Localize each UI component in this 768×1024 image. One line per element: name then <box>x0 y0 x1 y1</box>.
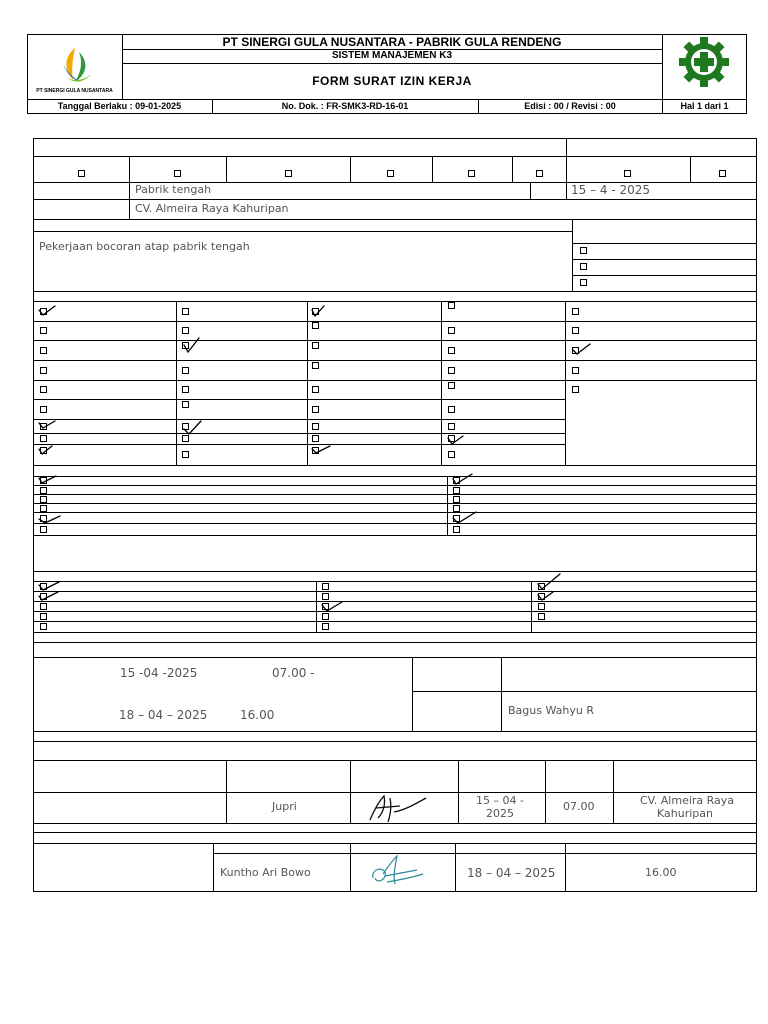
end-date-value: 18 – 04 – 2025 <box>119 708 208 722</box>
effective-date: Tanggal Berlaku : 09-01-2025 <box>57 101 182 111</box>
contractor-value: CV. Almeira Raya Kahuripan <box>135 202 289 215</box>
system-name: SISTEM MANAJEMEN K3 <box>331 50 452 61</box>
checkmark-icon <box>453 512 476 523</box>
company-name: PT SINERGI GULA NUSANTARA - PABRIK GULA RENDENG <box>222 35 562 49</box>
job-description-value: Pekerjaan bocoran atap pabrik tengah <box>39 240 250 253</box>
close-time-value: 16.00 <box>645 866 677 879</box>
checkmark-icon <box>448 436 463 444</box>
edition-revision: Edisi : 00 / Revisi : 00 <box>524 101 616 111</box>
issuer-company-line1: CV. Almeira Raya <box>640 794 735 807</box>
close-date-value: 18 – 04 – 2025 <box>467 866 556 880</box>
checkmark-icon <box>312 446 330 453</box>
checkmark-icon <box>184 421 201 434</box>
issue-time-value: 07.00 <box>563 800 595 813</box>
checkmark-icon <box>39 476 56 483</box>
checkmark-icon <box>39 421 55 428</box>
date-applied-value: 15 – 4 - 2025 <box>571 183 651 197</box>
checkmark-icon <box>573 344 590 354</box>
checkmark-icon <box>39 592 58 600</box>
document-number: No. Dok. : FR-SMK3-RD-16-01 <box>281 101 409 111</box>
issue-date-line2: 2025 <box>486 807 514 820</box>
closer-signature <box>365 852 435 890</box>
checkmark-icon <box>312 306 324 316</box>
checkmark-icon <box>184 338 199 352</box>
location-value: Pabrik tengah <box>135 183 212 196</box>
start-date-value: 15 -04 -2025 <box>120 666 198 680</box>
end-time-value: 16.00 <box>240 708 275 722</box>
checkmark-icon <box>39 446 52 454</box>
checkmark-icon <box>39 582 59 590</box>
issuer-name-value: Jupri <box>272 800 297 813</box>
form-title: FORM SURAT IZIN KERJA <box>312 74 472 88</box>
checkmark-icon <box>538 592 553 600</box>
issuer-signature <box>360 792 440 824</box>
closer-name-value: Kuntho Ari Bowo <box>220 866 311 879</box>
checkmark-icon <box>39 306 55 315</box>
issue-date-line1: 15 – 04 - <box>476 794 524 807</box>
checkmark-icon <box>322 602 342 611</box>
supervisor-value: Bagus Wahyu R <box>508 704 594 717</box>
checkmark-icon <box>538 574 560 589</box>
start-time-value: 07.00 - <box>272 666 315 680</box>
page-number: Hal 1 dari 1 <box>680 101 729 111</box>
checkmark-icon <box>453 474 472 484</box>
issuer-company-line2: Kahuripan <box>657 807 713 820</box>
logo-text: PT SINERGI GULA NUSANTARA <box>36 88 113 94</box>
checkmark-icon <box>39 516 60 523</box>
